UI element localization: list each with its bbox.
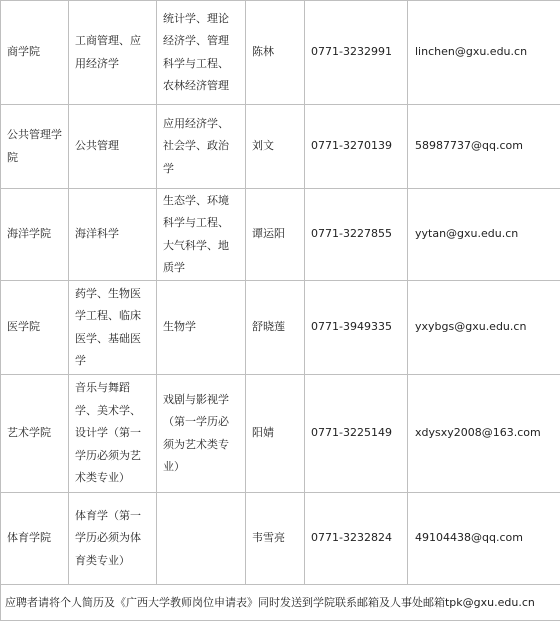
discipline-cell xyxy=(69,189,157,281)
contact-person-cell xyxy=(246,189,305,281)
contact-person-cell xyxy=(246,281,305,375)
college-cell xyxy=(1,189,69,281)
majors-cell-line: 经济学、管理 xyxy=(163,30,239,53)
discipline-cell-line: 药学、生物医 xyxy=(75,283,150,306)
majors-cell-line: 生态学、环境 xyxy=(163,190,239,213)
discipline-cell xyxy=(69,281,157,375)
discipline-cell-line: 术类专业） xyxy=(75,467,150,490)
discipline-cell-line: 工商管理、应 xyxy=(75,30,150,53)
college-cell xyxy=(1,375,69,493)
discipline-cell-line: 学、美术学、 xyxy=(75,400,150,423)
discipline-cell-line: 医学、基础医 xyxy=(75,328,150,351)
majors-cell-line: 科学与工程、 xyxy=(163,212,239,235)
majors-cell-line: 农林经济管理 xyxy=(163,75,239,98)
email-link[interactable]: yxybgs@gxu.edu.cn xyxy=(415,320,526,333)
email-link[interactable]: xdysxy2008@163.com xyxy=(415,426,541,439)
majors-cell xyxy=(157,375,246,493)
contact-person-cell xyxy=(246,105,305,189)
discipline-cell-line: 体育学（第一 xyxy=(75,505,150,528)
discipline-cell-line: 设计学（第一 xyxy=(75,422,150,445)
table-row xyxy=(1,189,560,281)
college-cell-line: 院 xyxy=(7,147,62,170)
discipline-cell-line: 公共管理 xyxy=(75,135,150,158)
college-cell xyxy=(1,105,69,189)
contact-person-cell-line: 谭运阳 xyxy=(252,223,298,246)
contact-person-cell-line: 韦雪亮 xyxy=(252,527,298,550)
discipline-cell-line: 学历必须为艺 xyxy=(75,445,150,468)
phone-cell: 0771-3225149 xyxy=(305,375,408,493)
college-cell-line: 体育学院 xyxy=(7,527,62,550)
phone-cell: 0771-3949335 xyxy=(305,281,408,375)
email-link[interactable]: linchen@gxu.edu.cn xyxy=(415,45,527,58)
discipline-cell-line: 学历必须为体 xyxy=(75,527,150,550)
discipline-cell-line: 海洋科学 xyxy=(75,223,150,246)
table-row xyxy=(1,105,560,189)
majors-cell xyxy=(157,105,246,189)
discipline-cell xyxy=(69,493,157,585)
college-cell xyxy=(1,281,69,375)
college-cell-line: 海洋学院 xyxy=(7,223,62,246)
discipline-cell-line: 学工程、临床 xyxy=(75,305,150,328)
discipline-cell xyxy=(69,375,157,493)
college-cell-line: 艺术学院 xyxy=(7,422,62,445)
majors-cell-line: 须为艺术类专 xyxy=(163,434,239,457)
footer-note: 应聘者请将个人简历及《广西大学教师岗位申请表》同时发送到学院联系邮箱及人事处邮箱tpk@gxu.edu.cn xyxy=(1,585,560,621)
table-row xyxy=(1,375,560,493)
majors-cell-line: 学 xyxy=(163,158,239,181)
contact-person-cell-line: 舒晓莲 xyxy=(252,316,298,339)
table-body xyxy=(1,1,560,585)
footer-row xyxy=(1,585,560,621)
majors-cell-line: 生物学 xyxy=(163,316,239,339)
email-cell[interactable] xyxy=(408,189,560,281)
contact-person-cell-line: 陈林 xyxy=(252,41,298,64)
college-cell xyxy=(1,493,69,585)
phone-cell: 0771-3232824 xyxy=(305,493,408,585)
discipline-cell-line: 用经济学 xyxy=(75,53,150,76)
phone-cell: 0771-3270139 xyxy=(305,105,408,189)
majors-cell xyxy=(157,189,246,281)
majors-cell-line: 应用经济学、 xyxy=(163,113,239,136)
college-cell xyxy=(1,1,69,105)
email-link[interactable]: 58987737@qq.com xyxy=(415,139,523,152)
phone-cell: 0771-3232991 xyxy=(305,1,408,105)
college-cell-line: 医学院 xyxy=(7,316,62,339)
phone-cell: 0771-3227855 xyxy=(305,189,408,281)
majors-cell-line: 戏剧与影视学 xyxy=(163,389,239,412)
table-row xyxy=(1,493,560,585)
email-cell[interactable] xyxy=(408,1,560,105)
discipline-cell-line: 音乐与舞蹈 xyxy=(75,377,150,400)
email-link[interactable]: 49104438@qq.com xyxy=(415,531,523,544)
email-cell[interactable] xyxy=(408,493,560,585)
email-cell[interactable] xyxy=(408,105,560,189)
college-cell-line: 商学院 xyxy=(7,41,62,64)
discipline-cell xyxy=(69,105,157,189)
majors-cell-line: 大气科学、地 xyxy=(163,235,239,258)
contact-person-cell xyxy=(246,1,305,105)
contact-person-cell-line: 阳婧 xyxy=(252,422,298,445)
contact-person-cell-line: 刘文 xyxy=(252,135,298,158)
contact-person-cell xyxy=(246,493,305,585)
contact-person-cell xyxy=(246,375,305,493)
majors-cell xyxy=(157,281,246,375)
majors-cell-line: 统计学、理论 xyxy=(163,8,239,31)
majors-cell-line: 业） xyxy=(163,456,239,479)
majors-cell xyxy=(157,1,246,105)
table-row xyxy=(1,1,560,105)
table-row xyxy=(1,281,560,375)
discipline-cell-line: 学 xyxy=(75,350,150,373)
majors-cell-line: 质学 xyxy=(163,257,239,280)
email-link[interactable]: yytan@gxu.edu.cn xyxy=(415,227,518,240)
majors-cell xyxy=(157,493,246,585)
majors-cell-line: 科学与工程、 xyxy=(163,53,239,76)
discipline-cell xyxy=(69,1,157,105)
majors-cell-line: （第一学历必 xyxy=(163,411,239,434)
college-cell-line: 公共管理学 xyxy=(7,124,62,147)
discipline-cell-line: 育类专业） xyxy=(75,550,150,573)
email-cell[interactable] xyxy=(408,281,560,375)
email-cell[interactable] xyxy=(408,375,560,493)
majors-cell-line: 社会学、政治 xyxy=(163,135,239,158)
